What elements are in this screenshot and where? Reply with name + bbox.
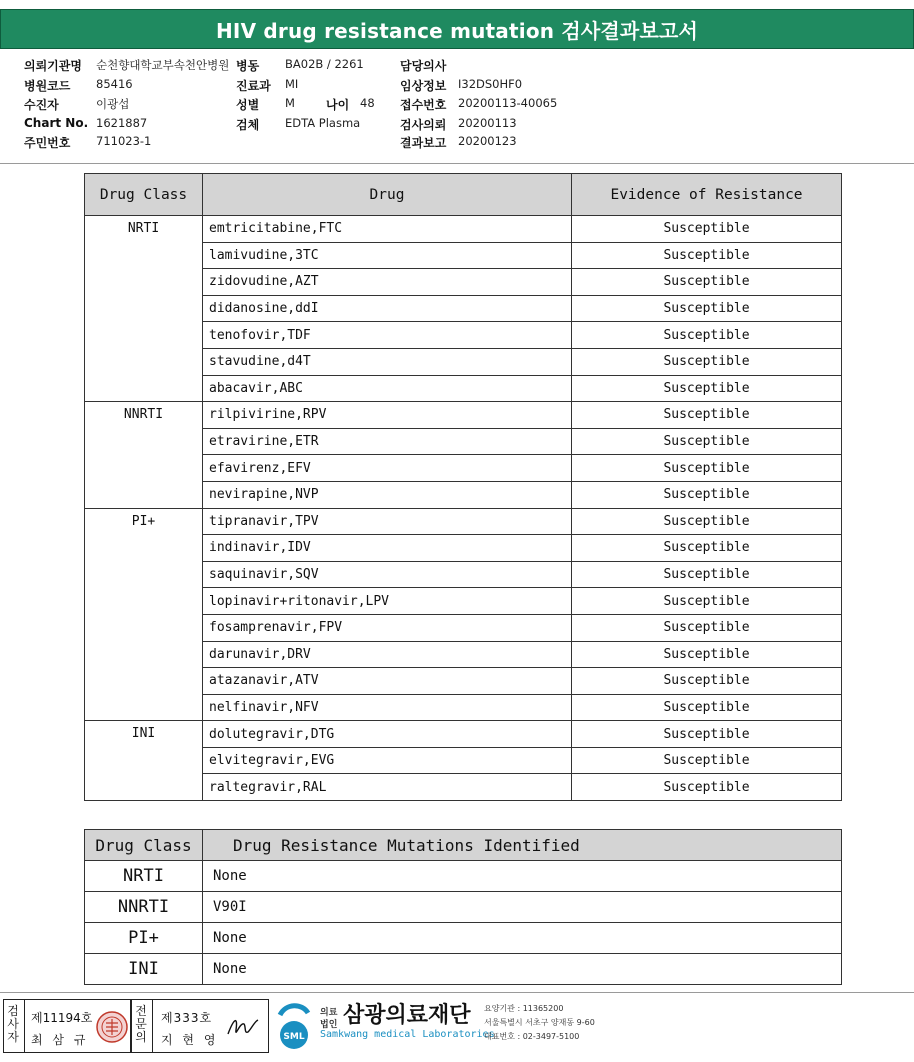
evidence-cell: Susceptible: [572, 588, 842, 615]
evidence-cell: Susceptible: [572, 375, 842, 402]
info-request-date: 검사의뢰: [400, 118, 447, 132]
table-header-row: [85, 830, 842, 861]
sml-logo-icon: [272, 1001, 316, 1051]
report-title: HIV drug resistance mutation 검사결과보고서: [215, 18, 699, 43]
table-header-row: [85, 174, 842, 216]
info-ward-value: BA02B / 2261: [285, 57, 364, 71]
info-physician: 담당의사: [400, 59, 447, 73]
col-header-drug-class: Drug Class: [85, 830, 203, 861]
info-divider: [0, 163, 914, 164]
evidence-cell: Susceptible: [572, 322, 842, 349]
drug-cell: raltegravir,RAL: [203, 774, 572, 801]
table-row: [85, 216, 842, 243]
table-row: [85, 923, 842, 954]
drug-class-cell: NNRTI: [85, 892, 203, 923]
drug-cell: tenofovir,TDF: [203, 322, 572, 349]
report-title-bar: [0, 9, 914, 49]
evidence-cell: Susceptible: [572, 216, 842, 243]
table-row: [85, 954, 842, 985]
mutations-cell: None: [203, 954, 842, 985]
evidence-cell: Susceptible: [572, 535, 842, 562]
table-row: [85, 721, 842, 748]
table-row: [85, 508, 842, 535]
specialist-name: 지 현 영: [161, 1033, 219, 1047]
specialist-box-divider: [152, 1000, 153, 1052]
info-specimen-value: EDTA Plasma: [285, 116, 361, 130]
info-report-date-value: 20200123: [458, 134, 517, 148]
info-hospital-code-value: 85416: [96, 77, 133, 91]
org-prefix-2: 법인: [320, 1020, 338, 1030]
drug-class-cell: NRTI: [85, 861, 203, 892]
org-info-line-2: 서울특별시 서초구 양재동 9-60: [484, 1018, 595, 1027]
drug-class-cell: INI: [85, 721, 203, 801]
info-receipt-no-value: 20200113-40065: [458, 96, 558, 110]
resistance-evidence-table: [84, 173, 842, 801]
info-resident-no: 주민번호: [24, 136, 71, 150]
info-request-date-value: 20200113: [458, 116, 517, 130]
drug-cell: lopinavir+ritonavir,LPV: [203, 588, 572, 615]
drug-cell: rilpivirine,RPV: [203, 402, 572, 429]
info-department-value: MI: [285, 77, 299, 91]
evidence-cell: Susceptible: [572, 668, 842, 695]
specialist-label-text: 전문의: [135, 1004, 147, 1044]
evidence-cell: Susceptible: [572, 481, 842, 508]
drug-cell: nevirapine,NVP: [203, 481, 572, 508]
drug-cell: lamivudine,3TC: [203, 242, 572, 269]
info-age: 나이: [326, 98, 350, 112]
drug-cell: nelfinavir,NFV: [203, 694, 572, 721]
specialist-signature-icon: [224, 1012, 264, 1042]
info-clinical-info: 임상정보: [400, 79, 447, 93]
col-header-mutations: Drug Resistance Mutations Identified: [203, 830, 842, 861]
drug-cell: fosamprenavir,FPV: [203, 614, 572, 641]
specialist-license: 제333호: [161, 1011, 213, 1025]
drug-class-cell: NNRTI: [85, 402, 203, 508]
examiner-box-divider: [24, 1000, 25, 1052]
evidence-cell: Susceptible: [572, 428, 842, 455]
table-row: [85, 402, 842, 429]
drug-cell: dolutegravir,DTG: [203, 721, 572, 748]
mutations-cell: None: [203, 923, 842, 954]
table-row: [85, 892, 842, 923]
specialist-label: [134, 1005, 148, 1044]
drug-class-cell: PI+: [85, 508, 203, 721]
drug-cell: stavudine,d4T: [203, 348, 572, 375]
drug-cell: abacavir,ABC: [203, 375, 572, 402]
mutations-body: [85, 861, 842, 985]
info-hospital-code: 병원코드: [24, 79, 71, 93]
evidence-cell: Susceptible: [572, 694, 842, 721]
info-resident-no-value: 711023-1: [96, 134, 152, 148]
info-patient: 수진자: [24, 98, 59, 112]
sml-logo-text: SML: [283, 1032, 305, 1042]
drug-cell: zidovudine,AZT: [203, 269, 572, 296]
evidence-cell: Susceptible: [572, 561, 842, 588]
evidence-cell: Susceptible: [572, 295, 842, 322]
drug-cell: indinavir,IDV: [203, 535, 572, 562]
col-header-evidence: Evidence of Resistance: [572, 174, 842, 216]
org-english-name: Samkwang medical Laboratories: [320, 1029, 495, 1040]
info-specimen: 검체: [236, 118, 260, 132]
examiner-license: 제11194호: [31, 1011, 93, 1025]
evidence-cell: Susceptible: [572, 508, 842, 535]
drug-class-cell: NRTI: [85, 216, 203, 402]
info-ward: 병동: [236, 59, 260, 73]
evidence-cell: Susceptible: [572, 455, 842, 482]
examiner-signature-box: [3, 999, 131, 1053]
evidence-cell: Susceptible: [572, 721, 842, 748]
mutations-table: [84, 829, 842, 985]
drug-class-cell: PI+: [85, 923, 203, 954]
col-header-drug-class: Drug Class: [85, 174, 203, 216]
evidence-cell: Susceptible: [572, 402, 842, 429]
info-sex: 성별: [236, 98, 260, 112]
mutations-cell: V90I: [203, 892, 842, 923]
info-receipt-no: 접수번호: [400, 98, 447, 112]
specialist-signature-box: [131, 999, 269, 1053]
info-requesting-institution-value: 순천향대학교부속천안병원: [96, 58, 230, 72]
examiner-label: [6, 1005, 20, 1044]
drug-cell: etravirine,ETR: [203, 428, 572, 455]
evidence-cell: Susceptible: [572, 269, 842, 296]
evidence-cell: Susceptible: [572, 348, 842, 375]
evidence-cell: Susceptible: [572, 641, 842, 668]
evidence-cell: Susceptible: [572, 242, 842, 269]
org-name: 삼광의료재단: [343, 1003, 471, 1028]
footer-divider: [0, 992, 914, 993]
examiner-name: 최 삼 규: [31, 1033, 89, 1047]
org-info-line-1: 요양기관 : 11365200: [484, 1004, 564, 1013]
info-chart-no-value: 1621887: [96, 116, 148, 130]
info-sex-value: M: [285, 96, 295, 110]
drug-cell: elvitegravir,EVG: [203, 747, 572, 774]
info-chart-no: Chart No.: [24, 116, 89, 130]
drug-cell: didanosine,ddI: [203, 295, 572, 322]
drug-cell: emtricitabine,FTC: [203, 216, 572, 243]
org-info-line-3: 대표번호 : 02-3497-5100: [484, 1032, 580, 1041]
drug-cell: tipranavir,TPV: [203, 508, 572, 535]
evidence-cell: Susceptible: [572, 774, 842, 801]
examiner-seal-icon: [95, 1009, 129, 1045]
table-row: [85, 861, 842, 892]
info-age-value: 48: [360, 96, 375, 110]
info-requesting-institution: 의뢰기관명: [24, 59, 82, 73]
drug-cell: saquinavir,SQV: [203, 561, 572, 588]
evidence-cell: Susceptible: [572, 747, 842, 774]
examiner-label-text: 검사자: [7, 1004, 19, 1044]
org-prefix-1: 의료: [320, 1008, 338, 1018]
drug-cell: atazanavir,ATV: [203, 668, 572, 695]
drug-cell: efavirenz,EFV: [203, 455, 572, 482]
mutations-cell: None: [203, 861, 842, 892]
col-header-drug: Drug: [203, 174, 572, 216]
resistance-evidence-body: [85, 216, 842, 801]
drug-cell: darunavir,DRV: [203, 641, 572, 668]
info-clinical-info-value: I32DS0HF0: [458, 77, 523, 91]
report-footer: [0, 996, 914, 1062]
drug-class-cell: INI: [85, 954, 203, 985]
info-patient-value: 이광섭: [96, 97, 130, 111]
info-department: 진료과: [236, 79, 271, 93]
evidence-cell: Susceptible: [572, 614, 842, 641]
info-report-date: 결과보고: [400, 136, 447, 150]
